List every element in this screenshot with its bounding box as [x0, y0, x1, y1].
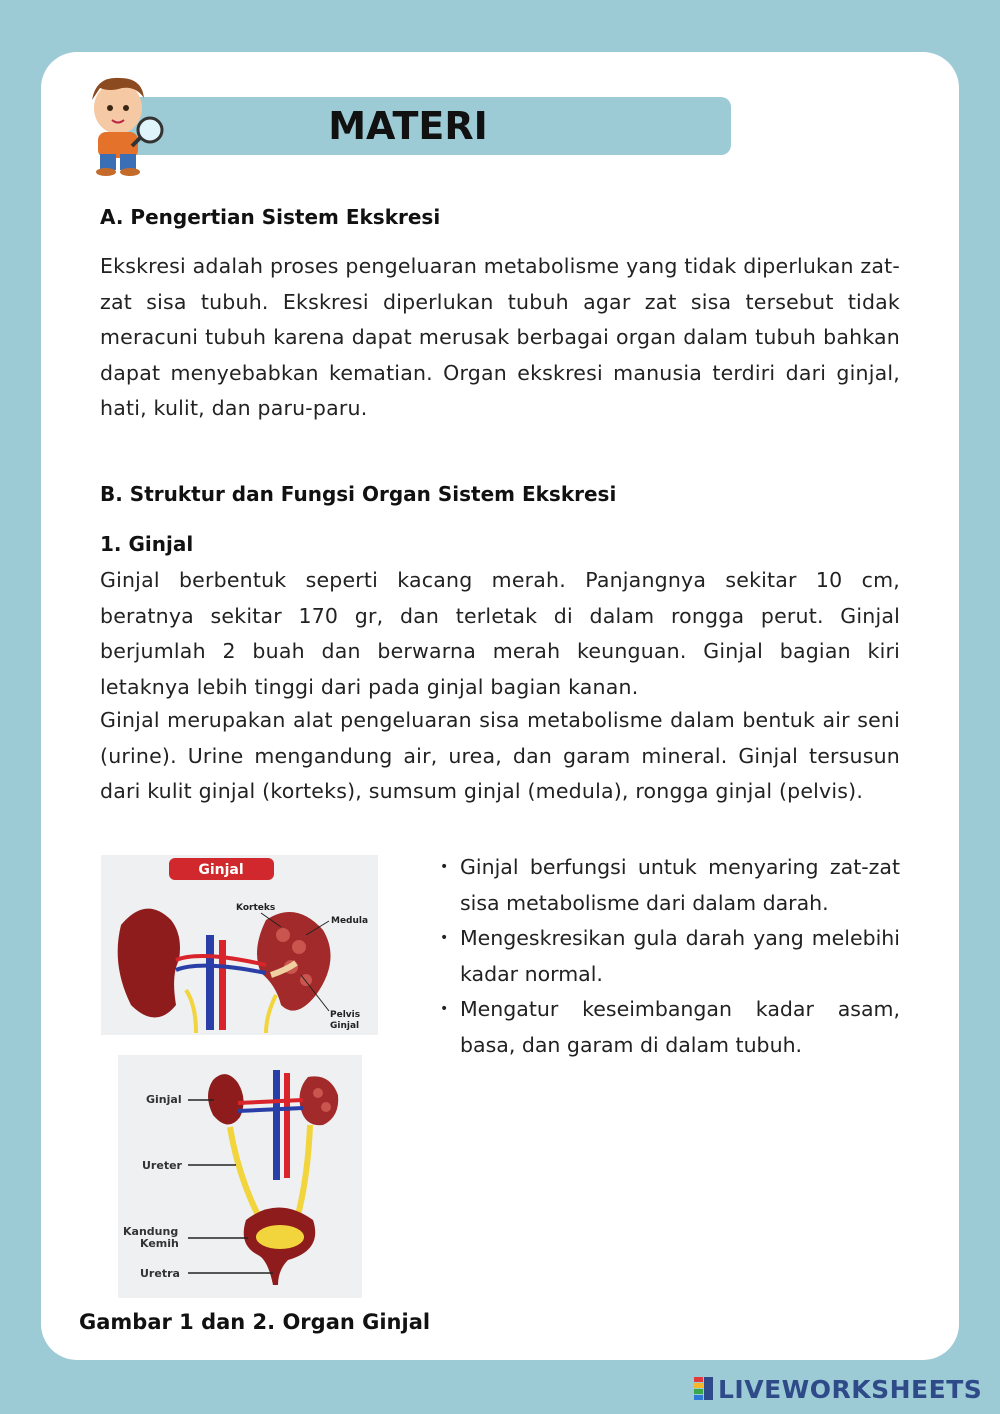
label-pelvis-ginjal: Ginjal: [330, 1021, 360, 1031]
section-a-heading: A. Pengertian Sistem Ekskresi: [100, 205, 441, 229]
mascot-detective-illustration: [70, 68, 170, 178]
label-pelvis: Pelvis: [330, 1010, 361, 1020]
label-kemih: Kemih: [140, 1237, 179, 1250]
bullet-icon: •: [440, 1001, 449, 1017]
bullet-icon: •: [440, 930, 449, 946]
figure-caption: Gambar 1 dan 2. Organ Ginjal: [79, 1310, 431, 1334]
ginjal-function-list: [440, 850, 900, 1063]
section-b-heading: B. Struktur dan Fungsi Organ Sistem Ekskresi: [100, 482, 617, 506]
ginjal-paragraph-1: Ginjal berbentuk seperti kacang merah. Panjangnya sekitar 10 cm, beratnya sekitar 170 gr, dan terletak di dalam rongga perut. Ginjal berjumlah 2 buah dan berwarna merah keunguan. Ginjal bagian kiri letaknya lebih tinggi dari pada ginjal bagian kanan.: [100, 568, 900, 699]
subsection-ginjal-heading: 1. Ginjal: [100, 532, 194, 556]
label-ginjal: Ginjal: [146, 1093, 182, 1106]
label-medula: Medula: [331, 916, 369, 926]
label-ureter: Ureter: [142, 1159, 182, 1172]
kidney-structure-figure: [101, 855, 378, 1035]
label-korteks: Korteks: [236, 903, 276, 913]
right-kidney: [300, 1076, 339, 1125]
liveworksheets-brand[interactable]: [694, 1375, 982, 1403]
list-item: • Ginjal berfungsi untuk menyaring zat-zat sisa metabolisme dari dalam darah.: [440, 850, 900, 921]
ginjal-paragraph-2: Ginjal merupakan alat pengeluaran sisa metabolisme dalam bentuk air seni (urine). Urine mengandung air, urea, dan garam mineral. Ginjal tersusun dari kulit ginjal (korteks), sumsum ginjal (medula), rongga ginjal (pelvis).: [100, 708, 900, 803]
list-item: • Mengeskresikan gula darah yang melebihi kadar normal.: [440, 921, 900, 992]
label-uretra: Uretra: [140, 1267, 180, 1280]
urinary-system-figure: [118, 1055, 362, 1298]
list-item: • Mengatur keseimbangan kadar asam, basa, dan garam di dalam tubuh.: [440, 992, 900, 1063]
left-kidney: [118, 909, 180, 1018]
label-kandung: Kandung: [123, 1225, 179, 1238]
section-a-paragraph: Ekskresi adalah proses pengeluaran metabolisme yang tidak diperlukan zat-zat sisa tubuh. Ekskresi diperlukan tubuh agar zat sisa tersebut tidak meracuni tubuh karena dapat merusak berbagai organ dalam tubuh bahkan dapat menyebabkan kematian. Organ ekskresi manusia terdiri dari ginjal, hati, kulit, dan paru-paru.: [100, 254, 900, 420]
liveworksheets-logo-icon: [694, 1377, 714, 1401]
brand-name: LIVEWORKSHEETS: [718, 1374, 983, 1404]
bullet-icon: •: [440, 859, 449, 875]
page-title: MATERI: [328, 104, 488, 148]
figure-title-label: Ginjal: [198, 862, 244, 878]
